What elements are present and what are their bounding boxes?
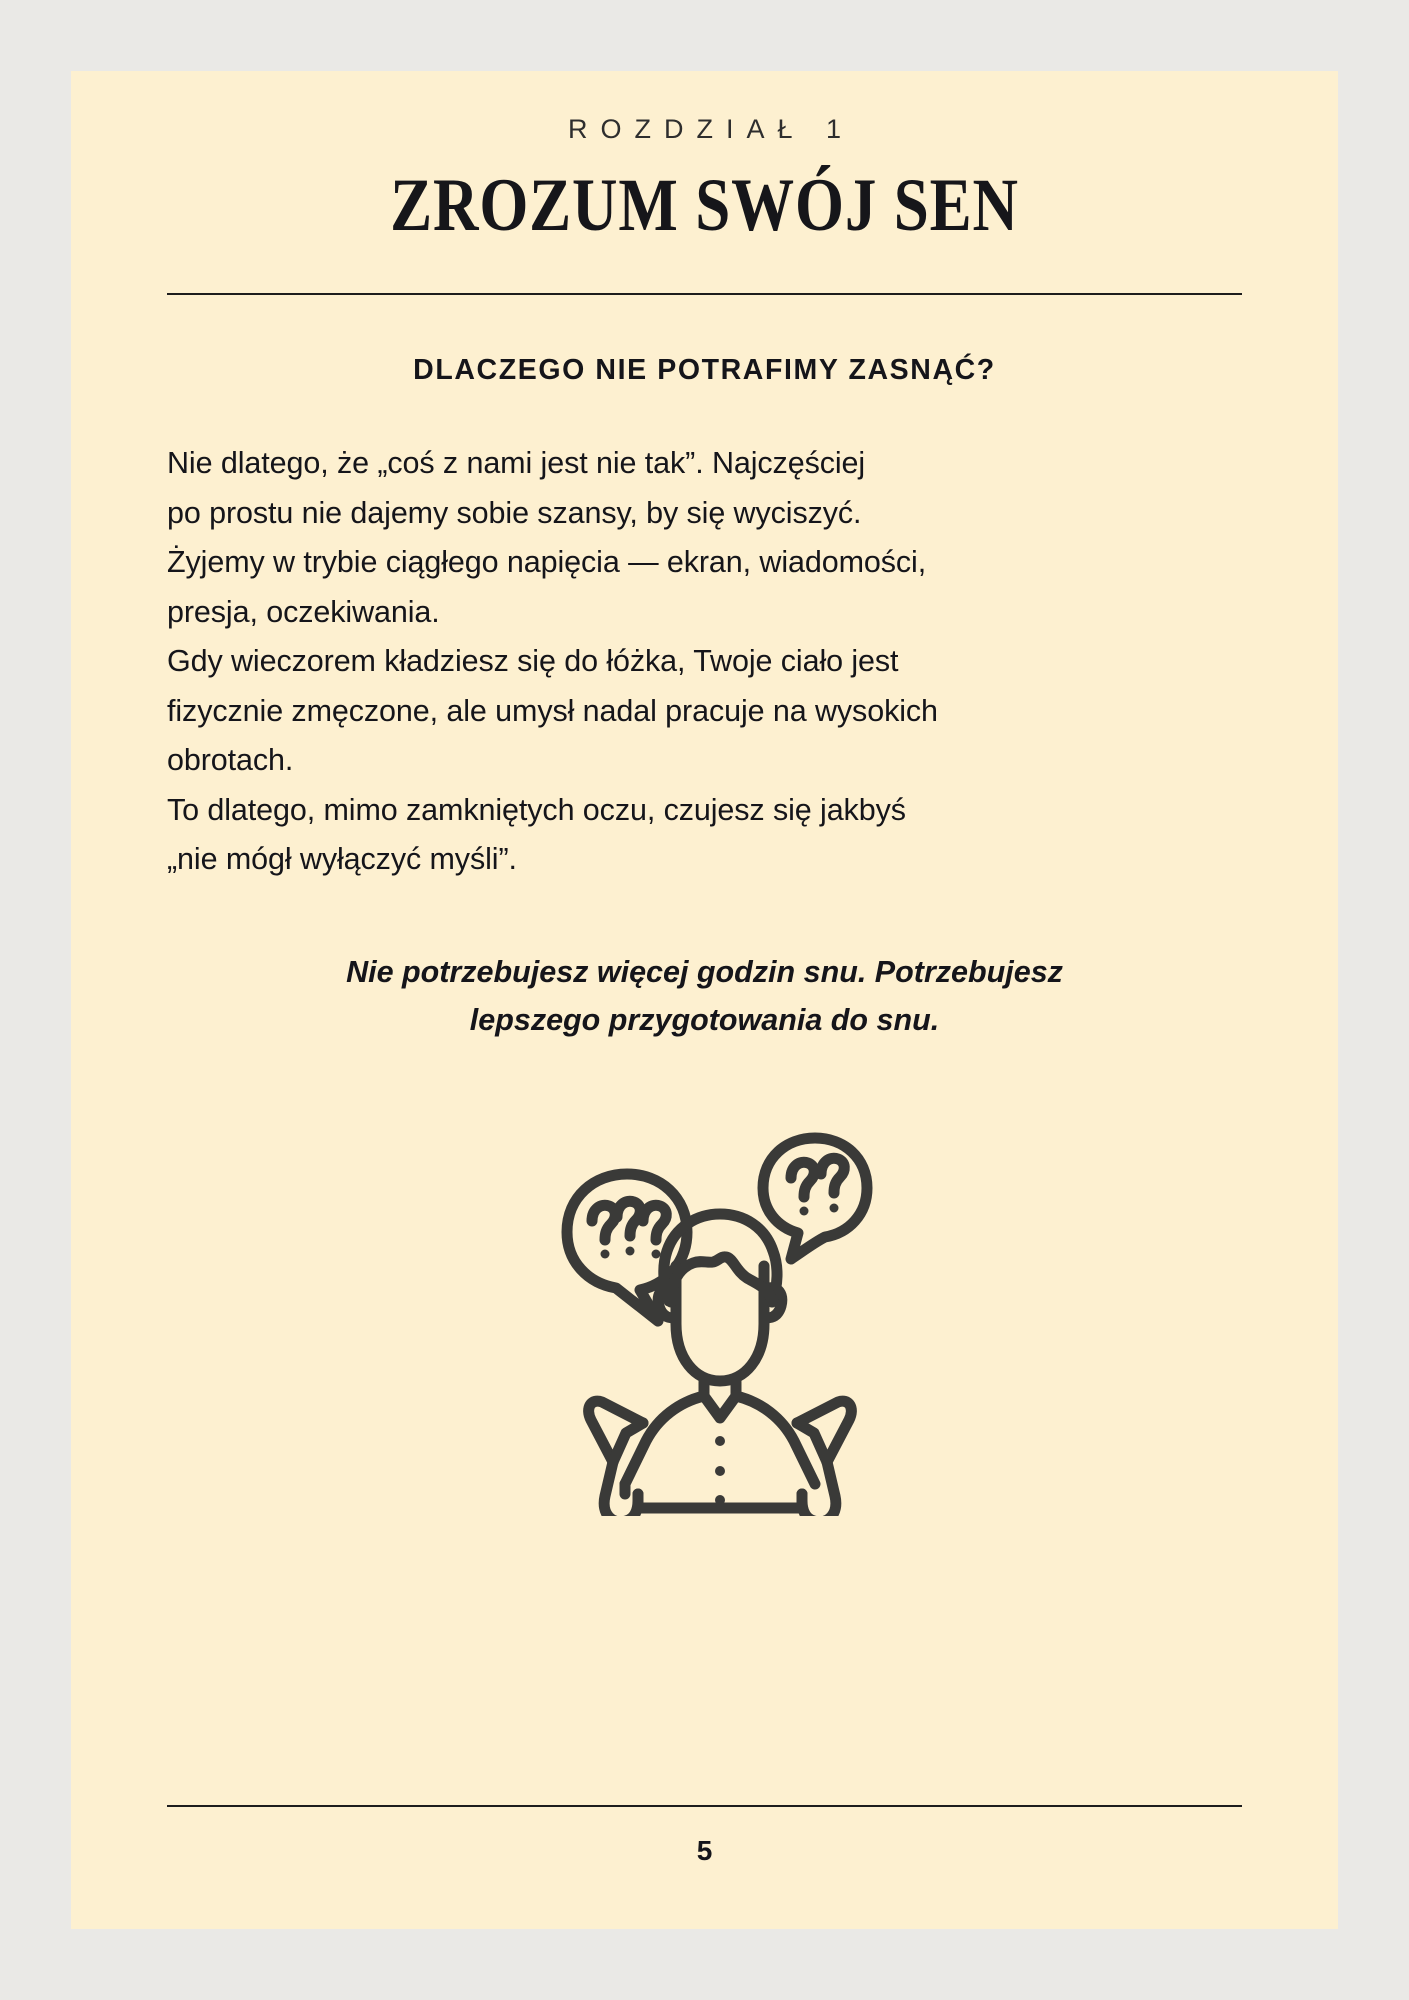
- pull-quote: [167, 885, 1242, 1044]
- section-heading: DLACZEGO NIE POTRAFIMY ZASNĄĆ?: [413, 354, 996, 387]
- person-collar: [704, 1382, 736, 1418]
- right-question-bubble-icon: [763, 1138, 867, 1259]
- chapter-title: ZROZUM SWÓJ SEN: [390, 164, 1019, 248]
- body-line: presja, oczekiwania.: [167, 594, 440, 629]
- body-line: „nie mógł wyłączyć myśli”.: [167, 842, 517, 877]
- body-line: Gdy wieczorem kładziesz się do łóżka, Twoje ciało jest: [167, 644, 899, 679]
- person-head: [658, 1214, 782, 1381]
- pull-quote-line: lepszego przygotowania do snu.: [469, 1002, 940, 1037]
- body-line: Nie dlatego, że „coś z nami jest nie tak”. Najczęściej: [167, 446, 866, 481]
- body-line: obrotach.: [167, 743, 294, 778]
- confused-person-shrugging-icon: [495, 1096, 915, 1516]
- page-number: 5: [696, 1835, 713, 1866]
- body-paragraph: [167, 387, 1242, 885]
- body-line: To dlatego, mimo zamkniętych oczu, czujesz się jakbyś: [167, 792, 906, 827]
- page-footer: [167, 1805, 1242, 1867]
- shirt-buttons: [715, 1436, 725, 1505]
- pull-quote-line: Nie potrzebujesz więcej godzin snu. Potrzebujesz: [346, 954, 1063, 989]
- illustration-container: [167, 1044, 1242, 1516]
- book-page: [71, 71, 1338, 1929]
- page-header: [167, 71, 1242, 295]
- body-line: Żyjemy w trybie ciągłego napięcia — ekran, wiadomości,: [167, 545, 927, 580]
- body-line: fizycznie zmęczone, ale umysł nadal pracuje na wysokich: [167, 693, 938, 728]
- chapter-label: ROZDZIAŁ 1: [567, 114, 855, 144]
- body-line: po prostu nie dajemy sobie szansy, by się wyciszyć.: [167, 495, 862, 530]
